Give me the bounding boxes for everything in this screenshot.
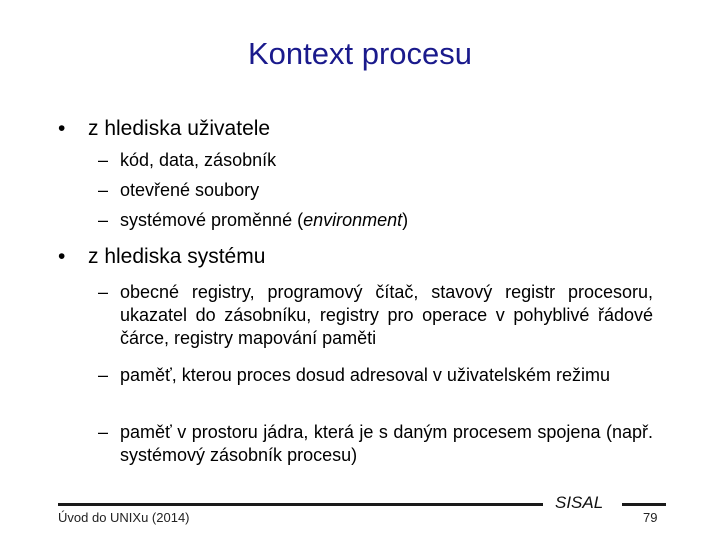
sub-item <box>98 281 653 350</box>
footer-course-label: Úvod do UNIXu (2014) <box>58 510 190 525</box>
dash-marker: – <box>98 180 109 200</box>
footer-brand: SISAL <box>555 493 604 512</box>
sub-item-text-italic: environment <box>303 210 403 230</box>
sub-item <box>98 209 408 231</box>
bullet-system-perspective <box>58 244 265 270</box>
dash-marker: – <box>98 150 109 170</box>
sub-item <box>98 179 259 201</box>
sub-item-text: paměť v prostoru jádra, která je s daným procesem spojena (např. systémový zásobník procesu) <box>120 422 653 465</box>
dash-marker: – <box>98 282 109 302</box>
sub-item-text: otevřené soubory <box>120 180 260 200</box>
bullet-marker: • <box>58 117 66 140</box>
page-number: 79 <box>643 510 658 525</box>
sub-item-text: paměť, kterou proces dosud adresoval v uživatelském režimu <box>120 365 610 385</box>
bullet-marker: • <box>58 245 66 268</box>
sub-item-text: kód, data, zásobník <box>120 150 277 170</box>
sub-item <box>98 421 653 467</box>
bullet-text: z hlediska uživatele <box>88 117 271 140</box>
dash-marker: – <box>98 422 109 442</box>
footer-divider-right <box>622 503 666 506</box>
sub-item <box>98 149 276 171</box>
slide-title: Kontext procesu <box>247 36 473 71</box>
sub-item-text-before: systémové proměnné ( <box>120 210 304 230</box>
footer-divider-left <box>58 503 543 506</box>
bullet-user-perspective <box>58 116 270 142</box>
bullet-text: z hlediska systému <box>88 245 266 268</box>
dash-marker: – <box>98 210 109 230</box>
sub-item-text: obecné registry, programový čítač, stavový registr procesoru, ukazatel do zásobníku, registry pro operace v pohyblivé řádové čárce, registry mapování paměti <box>120 282 653 348</box>
sub-item <box>98 364 653 387</box>
sub-item-text-after: ) <box>402 210 409 230</box>
dash-marker: – <box>98 365 109 385</box>
